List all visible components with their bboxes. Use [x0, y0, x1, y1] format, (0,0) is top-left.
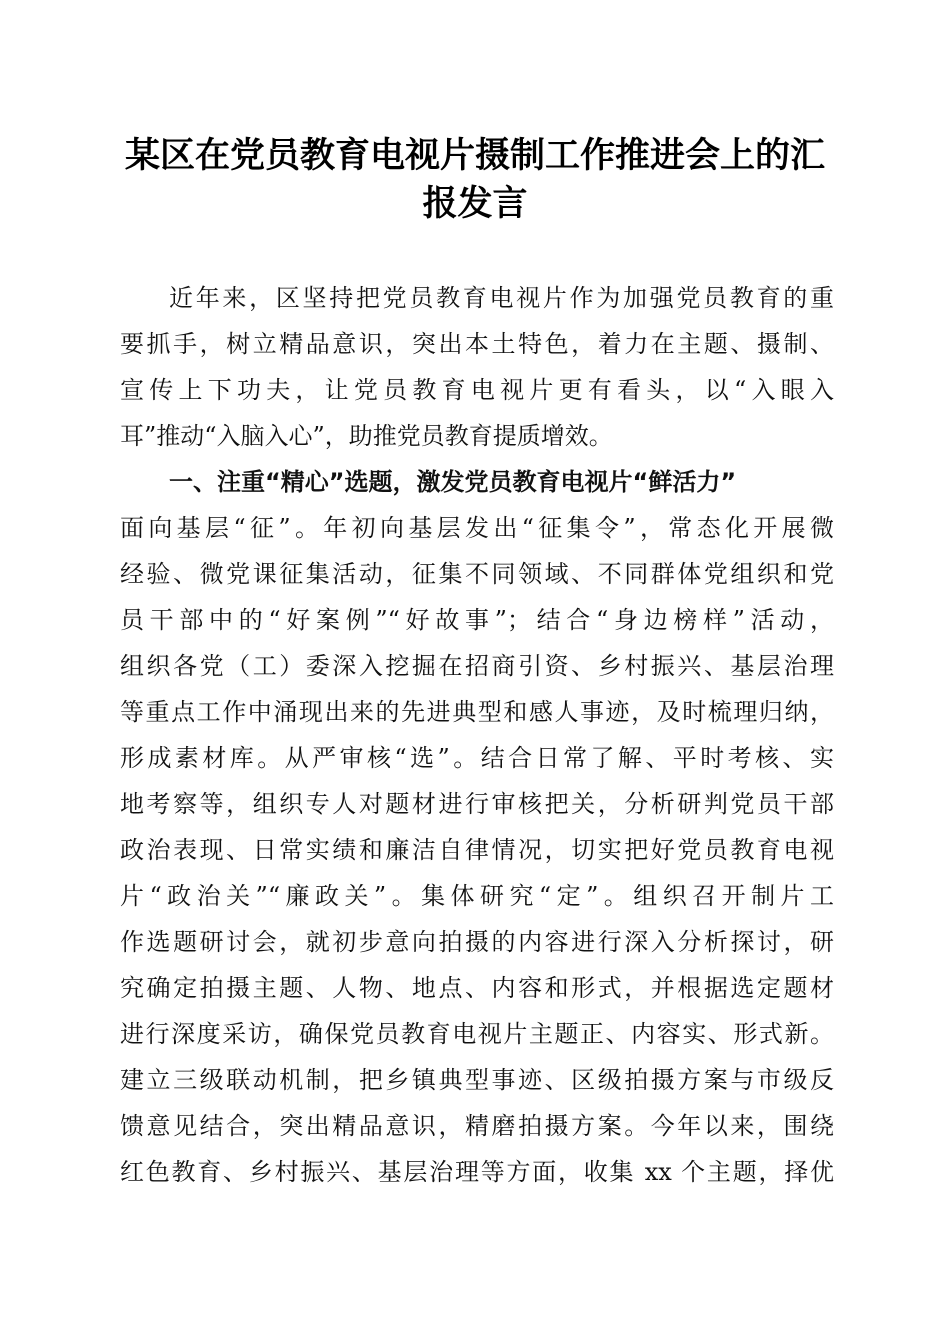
title-line-2: 报发言: [422, 183, 528, 224]
section-1-line-10: 作选题研讨会，就初步意向拍摄的内容进行深入分析探讨，研: [120, 928, 834, 956]
section-1-line-2: 经验、微党课征集活动，征集不同领域、不同群体党组织和党: [120, 560, 834, 588]
title-line-1: 某区在党员教育电视片摄制工作推进会上的汇: [124, 135, 825, 176]
section-1-line-14: 馈意见结合，突出精品意识，精磨拍摄方案。今年以来，围绕: [120, 1112, 834, 1140]
section-1-line-5: 等重点工作中涌现出来的先进典型和感人事迹，及时梳理归纳，: [120, 698, 834, 726]
section-1-line-11: 究确定拍摄主题、人物、地点、内容和形式，并根据选定题材: [120, 974, 834, 1002]
section-1-heading: 一、注重“精心”选题，激发党员教育电视片“鲜活力”: [169, 468, 737, 496]
document-title: [110, 132, 840, 228]
intro-line-3: 宣传上下功夫，让党员教育电视片更有看头，以“入眼入: [120, 376, 834, 404]
section-1-line-13: 建立三级联动机制，把乡镇典型事迹、区级拍摄方案与市级反: [120, 1066, 834, 1094]
section-1-line-1: 面向基层“征”。年初向基层发出“征集令”，常态化开展微: [120, 514, 834, 542]
section-1-line-12: 进行深度采访，确保党员教育电视片主题正、内容实、形式新。: [120, 1020, 834, 1048]
section-1-line-4: 组织各党（工）委深入挖掘在招商引资、乡村振兴、基层治理: [120, 652, 834, 680]
section-1-line-6: 形成素材库。从严审核“选”。结合日常了解、平时考核、实: [120, 744, 834, 772]
section-1-line-7: 地考察等，组织专人对题材进行审核把关，分析研判党员干部: [120, 790, 834, 818]
section-1-line-15: 红色教育、乡村振兴、基层治理等方面，收集 xx 个主题，择优: [120, 1158, 834, 1186]
intro-line-1: 近年来，区坚持把党员教育电视片作为加强党员教育的重: [169, 284, 834, 312]
section-1-line-8: 政治表现、日常实绩和廉洁自律情况，切实把好党员教育电视: [120, 836, 834, 864]
section-1-line-9: 片“政治关”“廉政关”。集体研究“定”。组织召开制片工: [120, 882, 834, 910]
intro-line-4: 耳”推动“入脑入心”，助推党员教育提质增效。: [120, 422, 613, 450]
section-1-line-3: 员干部中的“好案例”“好故事”；结合“身边榜样”活动，: [120, 606, 834, 634]
intro-line-2: 要抓手，树立精品意识，突出本土特色，着力在主题、摄制、: [120, 330, 834, 358]
